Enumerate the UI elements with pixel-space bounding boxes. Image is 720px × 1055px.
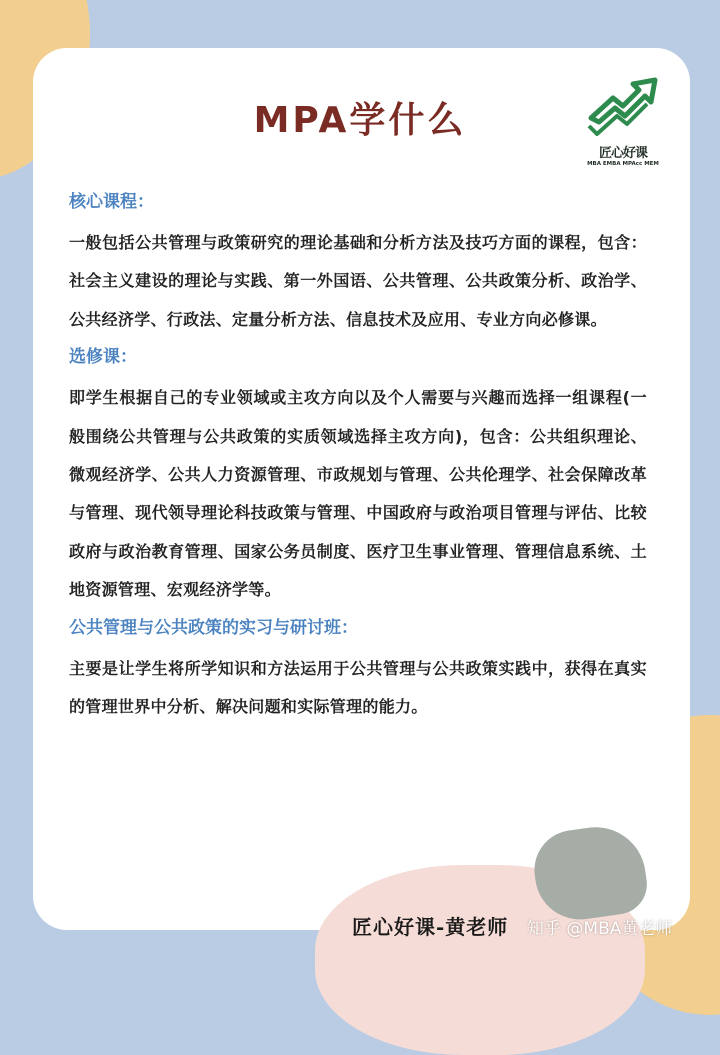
section-text: 即学生根据自己的专业领域或主攻方向以及个人需要与兴趣而选择一组课程(一般围绕公共管理与公共政策的实质领域选择主攻方向)，包含：公共组织理论、微观经济学、公共人力资源管理、市政规划与管理、公共伦理学、社会保障改革与管理、现代领导理论科技政策与管理、中国政府与政治项目管理与评估、比较政府与政治教育管理、国家公务员制度、医疗卫生事业管理、管理信息系统、土地资源管理、宏观经济学等。: [69, 388, 647, 600]
section-practice: [69, 612, 647, 727]
arrow-logo-icon: [583, 76, 663, 142]
page-title: MPA学什么: [253, 100, 467, 141]
section-text: 一般包括公共管理与政策研究的理论基础和分析方法及技巧方面的课程，包含：社会主义建设的理论与实践、第一外国语、公共管理、公共政策分析、政治学、公共经济学、行政法、定量分析方法、信息技术及应用、专业方向必修课。: [69, 233, 647, 329]
section-elective: [69, 341, 647, 609]
section-heading: 公共管理与公共政策的实习与研讨班：: [69, 617, 358, 638]
footer-watermark: 知乎 @MBA黄老师: [527, 919, 673, 939]
article-content: [69, 186, 647, 726]
section-core: [69, 186, 647, 339]
brand-logo: [583, 76, 663, 172]
footer-author: 匠心好课-黄老师: [352, 915, 509, 939]
logo-name: 匠心好课: [598, 146, 647, 161]
section-text: 主要是让学生将所学知识和方法运用于公共管理与公共政策实践中，获得在真实的管理世界中分析、解决问题和实际管理的能力。: [69, 658, 647, 717]
section-heading: 选修课：: [69, 347, 137, 368]
logo-subtitle: MBA EMBA MPAcc MEM: [587, 161, 659, 167]
section-heading: 核心课程：: [69, 192, 154, 212]
